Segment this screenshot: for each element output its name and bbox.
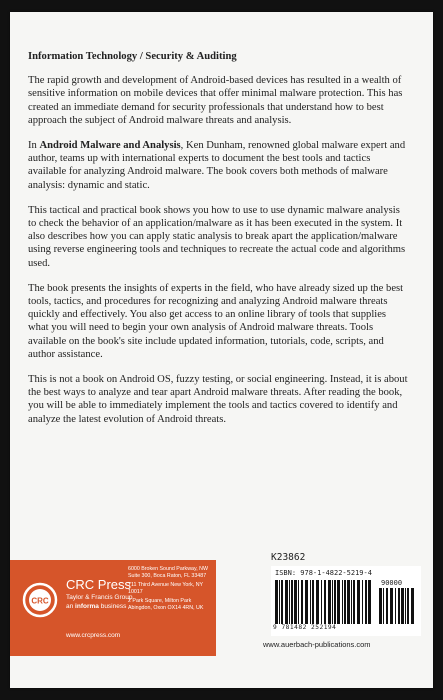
paragraph-4: The book presents the insights of experts in the field, who have already sized up the best tools, tactics, and procedures for recognizing and analyzing Android malware threats quickly and effectively. You also get access to an online library of tools that supplies what you will need to begin your own analysis of Android malware threats. Tools available on the book's site include updated information, tutorials, code, scripts, and author assistance.	[28, 282, 404, 360]
barcode-addon-bars-icon	[379, 588, 417, 624]
publisher-group-name: Taylor & Francis Group	[66, 594, 133, 601]
address-new-york: 711 Third Avenue New York, NY 10017	[128, 582, 203, 595]
category-heading: Information Technology / Security & Auditing	[28, 51, 237, 62]
publisher-url: www.crcpress.com	[66, 632, 121, 639]
barcode-bars-icon	[275, 580, 375, 624]
barcode-area	[271, 552, 421, 642]
back-cover	[10, 12, 433, 688]
product-code: K23862	[271, 552, 306, 563]
publisher-name: CRC Press	[66, 577, 132, 592]
crc-logo-text: CRC	[31, 596, 49, 606]
barcode-digits: 9 781482 252194	[273, 624, 337, 631]
publisher-addresses	[128, 566, 216, 614]
crc-logo-icon	[18, 570, 72, 624]
address-abingdon: 2 Park Square, Milton Park Abingdon, Oxon OX14 4RN, UK	[128, 598, 204, 611]
paragraph-5: This is not a book on Android OS, fuzzy testing, or social engineering. Instead, it is about the best ways to analyze and tear apart Android malware threats. After reading the book, you will be able to immediately implement the tools and tactics covered to identify and analyze the latest evolution of Android threats.	[28, 374, 408, 425]
publisher-group	[66, 593, 132, 611]
barcode-box	[271, 566, 421, 636]
paragraph-2	[28, 139, 408, 192]
informa-business: business	[100, 603, 127, 610]
publisher-informa-line	[66, 602, 132, 611]
paragraph-2-lead: In	[28, 140, 40, 152]
description-text	[28, 50, 408, 438]
paragraph-1: The rapid growth and development of Android-based devices has resulted in a wealth of sensitive information on mobile devices that offer minimal malware protection. This has created an immediate demand for security professionals that understand how to best approach the subject of Android malware threats and analysis.	[28, 75, 403, 126]
paragraph-2-rest: , Ken Dunham, renowned global malware expert and author, teams up with international experts to document the best tools and tactics available for analyzing Android malware. The book covers both methods of malware analysis: dynamic and static.	[28, 140, 406, 191]
publisher-block	[10, 560, 216, 656]
paragraph-3: This tactical and practical book shows you how to use to use dynamic malware analysis to check the behavior of an application/malware as it has been executed in the system. It also describes how you can apply static analysis to break apart the application/malware using reverse engineering tools and techniques to recreate the actual code and algorithms used.	[28, 204, 406, 269]
barcode-addon-number: 90000	[381, 579, 403, 587]
informa-an: an	[66, 603, 74, 610]
website-url: www.auerbach-publications.com	[263, 640, 371, 649]
informa-brand: informa	[75, 603, 99, 610]
isbn-text: ISBN: 978-1-4822-5219-4	[275, 569, 372, 577]
book-title-inline: Android Malware and Analysis	[39, 140, 181, 152]
address-boca-raton: 6000 Broken Sound Parkway, NW Suite 300, Boca Raton, FL 33487	[128, 566, 208, 579]
